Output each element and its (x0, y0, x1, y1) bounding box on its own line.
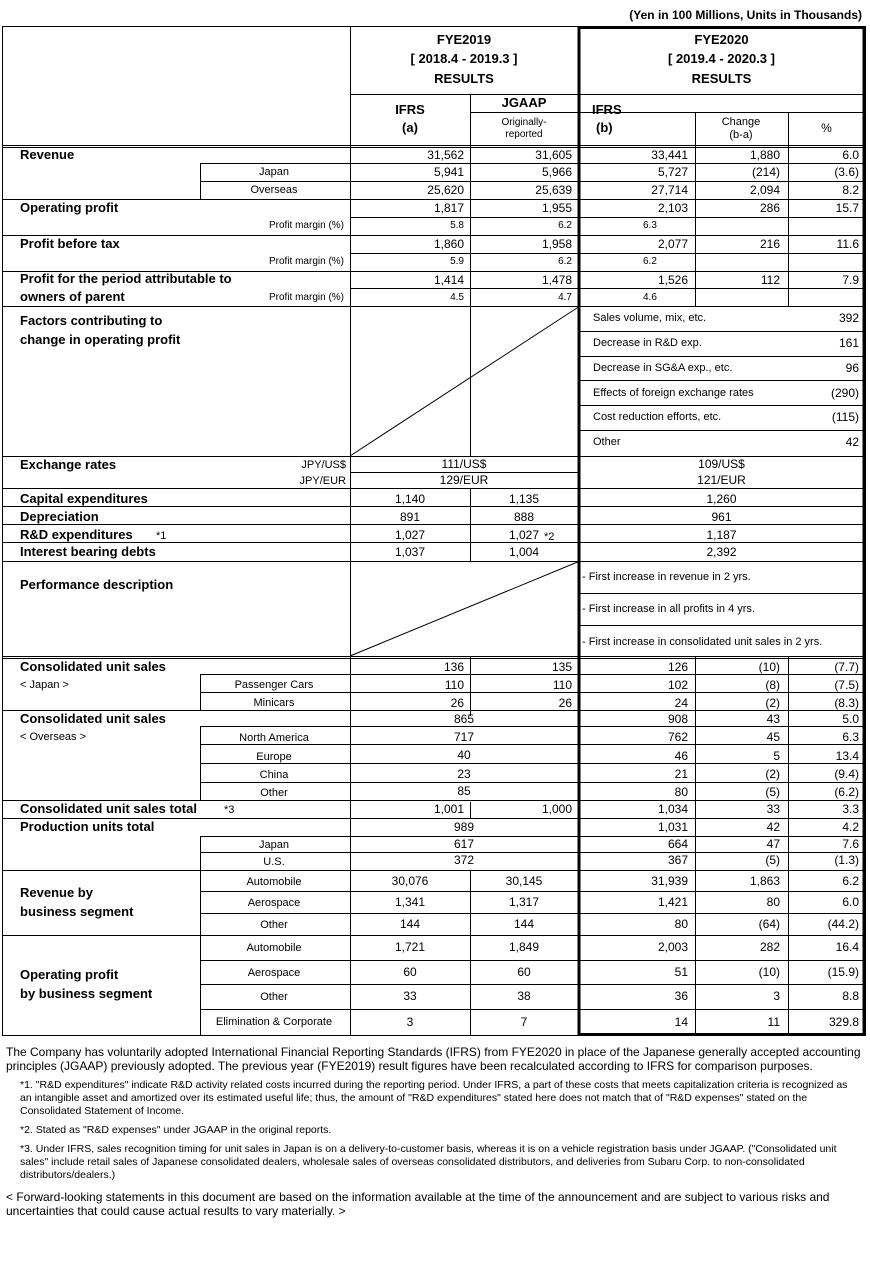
seg-a: 3 (406, 1015, 414, 1029)
factor-label: Decrease in R&D exp. (593, 337, 702, 349)
seg-label: Automobile (246, 942, 302, 954)
seg-pct: (44.2) (827, 917, 859, 931)
pbt-margin-a: 5.9 (450, 256, 464, 267)
rev-japan-j: 5,966 (541, 165, 572, 179)
cus-overseas-pct: 5.0 (842, 712, 859, 726)
prod-us-pct: (1.3) (834, 853, 859, 867)
seg-pct: 16.4 (835, 940, 859, 954)
op-seg-label-2: by business segment (20, 986, 153, 1001)
factor-label: Effects of foreign exchange rates (593, 387, 754, 399)
china-b: 21 (674, 767, 688, 781)
seg-a: 1,721 (394, 940, 426, 954)
cus-total-b: 1,034 (657, 802, 688, 816)
na-pct: 6.3 (842, 730, 859, 744)
seg-label: Aerospace (247, 897, 301, 909)
factor-value: (290) (830, 386, 859, 400)
prod-us-chg: (5) (765, 853, 780, 867)
ifrs-note: The Company has voluntarily adopted International Financial Reporting Standards (IFRS) from FYE2020 in place of the Japanese generally accepted accounting principles (JGAAP) previously adopted. The previous year (FYE2019) result figures have been recalculated according to IFRS for comparison purposes. (6, 1045, 861, 1073)
pct-label: % (821, 121, 832, 135)
factors-title-2: change in operating profit (20, 332, 181, 347)
seg-j: 38 (517, 989, 531, 1003)
china-chg: (2) (765, 767, 780, 781)
rev-overseas-j: 25,639 (535, 183, 572, 197)
rd-j-note: *2 (544, 531, 555, 543)
seg-b: 2,003 (657, 940, 688, 954)
seg-label: Other (260, 919, 288, 931)
seg-j: 30,145 (505, 874, 543, 888)
fye2019-period: [ 2018.4 - 2019.3 ] (410, 51, 518, 66)
europe-label: Europe (256, 751, 292, 763)
cus-overseas-label: Consolidated unit sales (20, 711, 166, 726)
na-chg: 45 (766, 730, 780, 744)
performance-item: - First increase in consolidated unit sales in 2 yrs. (582, 636, 823, 648)
rev-overseas-a: 25,620 (427, 183, 464, 197)
europe-pct: 13.4 (835, 749, 859, 763)
pbt-b: 2,077 (657, 237, 688, 251)
cus-overseas-chg: 43 (766, 712, 780, 726)
rd-b: 1,187 (706, 528, 737, 542)
op-chg: 286 (759, 201, 780, 215)
seg-label: Aerospace (247, 967, 301, 979)
op-a: 1,817 (433, 201, 464, 215)
dep-a: 891 (399, 510, 421, 524)
eur-2020: 121/EUR (697, 473, 746, 487)
other-chg: (5) (765, 785, 780, 799)
factors-title-1: Factors contributing to (20, 313, 163, 328)
passenger-chg: (8) (765, 678, 780, 692)
seg-b: 31,939 (651, 874, 688, 888)
np-b: 1,526 (657, 273, 688, 287)
rev-japan-a: 5,941 (433, 165, 464, 179)
seg-a: 144 (399, 917, 421, 931)
seg-b: 1,421 (657, 895, 688, 909)
factor-label: Decrease in SG&A exp., etc. (593, 362, 733, 374)
np-margin-label: Profit margin (%) (268, 292, 344, 303)
other-b: 80 (674, 785, 688, 799)
minicars-j: 26 (558, 696, 572, 710)
production-a: 989 (453, 820, 475, 834)
ifrs-2019-label: IFRS (395, 102, 425, 117)
op-margin-a: 5.8 (450, 220, 464, 231)
production-chg: 42 (766, 820, 780, 834)
prod-japan-pct: 7.6 (842, 837, 859, 851)
seg-b: 14 (674, 1015, 688, 1029)
revenue-b: 33,441 (651, 148, 688, 162)
cus-total-j: 1,000 (541, 802, 572, 816)
pbt-margin-label: Profit margin (%) (268, 256, 344, 267)
fye2020-label: FYE2020 (694, 32, 749, 47)
rev-japan-b: 5,727 (657, 165, 688, 179)
op-pct: 15.7 (835, 201, 859, 215)
factor-value: 392 (838, 311, 859, 325)
na-label: North America (239, 732, 309, 744)
rd-a: 1,027 (394, 528, 426, 542)
seg-chg: (64) (758, 917, 780, 931)
europe-a: 40 (457, 748, 471, 762)
seg-j: 60 (517, 965, 531, 979)
prod-japan-b: 664 (667, 837, 688, 851)
jgaap-label: JGAAP (501, 95, 547, 110)
china-pct: (9.4) (834, 767, 859, 781)
cus-japan-b: 126 (667, 660, 688, 674)
seg-label: Automobile (246, 876, 302, 888)
passenger-j: 110 (552, 678, 572, 692)
cus-total-a: 1,001 (433, 802, 464, 816)
footnotes (6, 1045, 862, 1224)
np-a: 1,414 (433, 273, 464, 287)
np-j: 1,478 (541, 273, 572, 287)
performance-label: Performance description (20, 577, 174, 592)
pbt-chg: 216 (759, 237, 780, 251)
np-margin-j: 4.7 (558, 292, 572, 303)
china-label: China (259, 769, 289, 781)
seg-chg: 282 (759, 940, 780, 954)
factor-label: Other (593, 436, 621, 448)
cus-total-label: Consolidated unit sales total (20, 801, 197, 816)
fye2019-results: RESULTS (434, 71, 494, 86)
cus-overseas-a: 865 (453, 712, 475, 726)
overseas-region-label: < Overseas > (20, 731, 87, 743)
op-b: 2,103 (657, 201, 688, 215)
other-label: Other (260, 787, 288, 799)
seg-j: 7 (520, 1015, 528, 1029)
cus-overseas-b: 908 (667, 712, 688, 726)
rev-japan-pct: (3.6) (834, 165, 859, 179)
capex-b: 1,260 (706, 492, 737, 506)
np-chg: 112 (760, 273, 780, 287)
seg-label: Other (260, 991, 288, 1003)
seg-pct: 8.8 (842, 989, 859, 1003)
np-margin-b: 4.6 (643, 292, 657, 303)
factor-label: Cost reduction efforts, etc. (593, 411, 722, 423)
seg-pct: (15.9) (827, 965, 859, 979)
other-pct: (6.2) (834, 785, 859, 799)
passenger-a: 110 (444, 678, 464, 692)
op-margin-label: Profit margin (%) (268, 220, 344, 231)
europe-b: 46 (674, 749, 688, 763)
prod-japan-a: 617 (453, 837, 475, 851)
unit-note: (Yen in 100 Millions, Units in Thousands) (629, 8, 862, 22)
seg-b: 80 (674, 917, 688, 931)
prod-us-b: 367 (667, 853, 688, 867)
capex-a: 1,140 (394, 492, 426, 506)
debt-label: Interest bearing debts (20, 544, 156, 559)
np-label-1: Profit for the period attributable to (20, 271, 232, 286)
seg-chg: 3 (773, 989, 780, 1003)
usd-2020: 109/US$ (698, 457, 745, 471)
np-pct: 7.9 (842, 273, 859, 287)
rev-seg-label-1: Revenue by (20, 885, 93, 900)
europe-chg: 5 (773, 749, 780, 763)
seg-j: 1,317 (508, 895, 540, 909)
cus-total-note: *3 (224, 804, 235, 816)
minicars-a: 26 (450, 696, 464, 710)
change-label: Change (721, 116, 761, 128)
ifrs-2020-label: IFRS (592, 102, 622, 117)
revenue-a: 31,562 (427, 148, 464, 162)
cus-total-pct: 3.3 (842, 802, 859, 816)
eur-2019: 129/EUR (439, 473, 489, 487)
capex-label: Capital expenditures (20, 491, 148, 506)
debt-j: 1,004 (508, 545, 540, 559)
footnote-2: *2. Stated as "R&D expenses" under JGAAP in the original reports. (20, 1124, 332, 1136)
seg-a: 30,076 (391, 874, 429, 888)
seg-chg: 80 (766, 895, 780, 909)
ifrs-2020-b: (b) (596, 120, 613, 135)
seg-j: 144 (513, 917, 535, 931)
rev-overseas-chg: 2,094 (749, 183, 780, 197)
minicars-pct: (8.3) (834, 696, 859, 710)
seg-a: 33 (403, 989, 417, 1003)
revenue-j: 31,605 (535, 148, 572, 162)
pbt-label: Profit before tax (20, 236, 120, 251)
seg-chg: 1,863 (749, 874, 780, 888)
rev-overseas-b: 27,714 (651, 183, 688, 197)
op-j: 1,955 (541, 201, 572, 215)
seg-b: 36 (674, 989, 688, 1003)
fye2020-results: RESULTS (691, 71, 752, 86)
capex-j: 1,135 (508, 492, 540, 506)
seg-pct: 6.0 (842, 895, 859, 909)
revenue-pct: 6.0 (842, 148, 859, 162)
usd-label: JPY/US$ (301, 459, 346, 471)
fye2019-label: FYE2019 (436, 32, 492, 47)
factor-value: 96 (845, 361, 859, 375)
prod-us-label: U.S. (263, 856, 285, 868)
passenger-pct: (7.5) (834, 678, 859, 692)
cus-japan-pct: (7.7) (834, 660, 859, 674)
japan-region-label: < Japan > (20, 679, 69, 691)
factor-value: (115) (831, 410, 859, 424)
pbt-margin-j: 6.2 (558, 256, 572, 267)
op-label: Operating profit (20, 200, 119, 215)
rd-j: 1,027 (508, 528, 540, 542)
factor-label: Sales volume, mix, etc. (593, 312, 707, 324)
rev-overseas-label: Overseas (250, 184, 298, 196)
footnote-3: *3. Under IFRS, sales recognition timing for unit sales in Japan is on a delivery-to-customer basis, whereas it is on a vehicle registration basis under JGAAP. ("Consolidated unit sales" include retail sales of Japanese consolidated dealers, wholesale sales of overseas consolidated distributors, and deliveries from Subaru Corp. to non-consolidated distributors/dealers.) (20, 1143, 837, 1181)
seg-chg: (10) (758, 965, 780, 979)
performance-item: - First increase in all profits in 4 yrs. (582, 603, 755, 615)
rev-japan-chg: (214) (751, 165, 780, 179)
pbt-pct: 11.6 (836, 237, 859, 251)
seg-j: 1,849 (508, 940, 540, 954)
seg-a: 60 (403, 965, 417, 979)
factor-value: 42 (845, 435, 859, 449)
prod-japan-chg: 47 (766, 837, 780, 851)
seg-chg: 11 (767, 1015, 780, 1029)
revenue-chg: 1,880 (749, 148, 780, 162)
performance-item: - First increase in revenue in 2 yrs. (582, 571, 751, 583)
seg-pct: 6.2 (842, 874, 859, 888)
footnote-1: *1. "R&D expenditures" indicate R&D activity related costs incurred during the reporting period. Under IFRS, a part of these costs that meets capitalization criteria is recognized as an intangible asset and amortized over its estimated useful life; thus, the amount of "R&D expenditures" stated here does not match that of "R&D expenses" stated on the Consolidated Statement of Income. (20, 1079, 848, 1117)
op-margin-j: 6.2 (558, 220, 572, 231)
cus-total-chg: 33 (766, 802, 780, 816)
pbt-a: 1,860 (433, 237, 464, 251)
fye2020-period: [ 2019.4 - 2020.3 ] (668, 51, 775, 66)
rd-note: *1 (156, 530, 167, 542)
seg-pct: 329.8 (828, 1015, 859, 1029)
change-formula: (b-a) (729, 129, 753, 141)
op-margin-b: 6.3 (643, 220, 657, 231)
factor-value: 161 (838, 336, 859, 350)
production-pct: 4.2 (842, 820, 859, 834)
minicars-chg: (2) (765, 696, 780, 710)
china-a: 23 (457, 767, 471, 781)
debt-b: 2,392 (706, 545, 737, 559)
np-label-2: owners of parent (20, 289, 125, 304)
rd-label: R&D expenditures (20, 527, 133, 542)
seg-label: Elimination & Corporate (215, 1016, 333, 1028)
revenue-label: Revenue (20, 147, 75, 162)
prod-japan-label: Japan (259, 839, 289, 851)
seg-a: 1,341 (394, 895, 426, 909)
ifrs-2019-a: (a) (402, 120, 418, 135)
minicars-b: 24 (674, 696, 688, 710)
production-label: Production units total (20, 819, 155, 834)
cus-japan-j: 135 (551, 660, 572, 674)
pbt-margin-b: 6.2 (643, 256, 657, 267)
dep-b: 961 (711, 510, 732, 524)
cus-japan-label: Consolidated unit sales (20, 659, 166, 674)
rev-japan-label: Japan (259, 166, 289, 178)
passenger-label: Passenger Cars (234, 679, 314, 691)
op-seg-label-1: Operating profit (20, 967, 119, 982)
dep-label: Depreciation (20, 509, 99, 524)
na-a: 717 (453, 730, 475, 744)
dep-j: 888 (513, 510, 535, 524)
debt-a: 1,037 (394, 545, 426, 559)
cus-japan-chg: (10) (758, 660, 780, 674)
cus-japan-a: 136 (443, 660, 464, 674)
minicars-label: Minicars (253, 697, 295, 709)
jgaap-orig-1: Originally- (501, 117, 547, 128)
prod-us-a: 372 (453, 853, 475, 867)
na-b: 762 (667, 730, 688, 744)
exchange-label: Exchange rates (20, 457, 117, 472)
eur-label: JPY/EUR (299, 475, 346, 487)
production-b: 1,031 (657, 820, 688, 834)
rev-overseas-pct: 8.2 (842, 183, 859, 197)
other-a: 85 (457, 784, 471, 798)
forward-looking-statement: < Forward-looking statements in this document are based on the information available at the time of the announcement and are subject to various risks and uncertainties that could cause actual results to vary materially. > (6, 1190, 830, 1218)
np-margin-a: 4.5 (450, 292, 464, 303)
jgaap-orig-2: reported (505, 129, 543, 140)
pbt-j: 1,958 (541, 237, 572, 251)
usd-2019: 111/US$ (441, 457, 487, 471)
rev-seg-label-2: business segment (20, 904, 134, 919)
seg-b: 51 (674, 965, 688, 979)
passenger-b: 102 (667, 678, 688, 692)
